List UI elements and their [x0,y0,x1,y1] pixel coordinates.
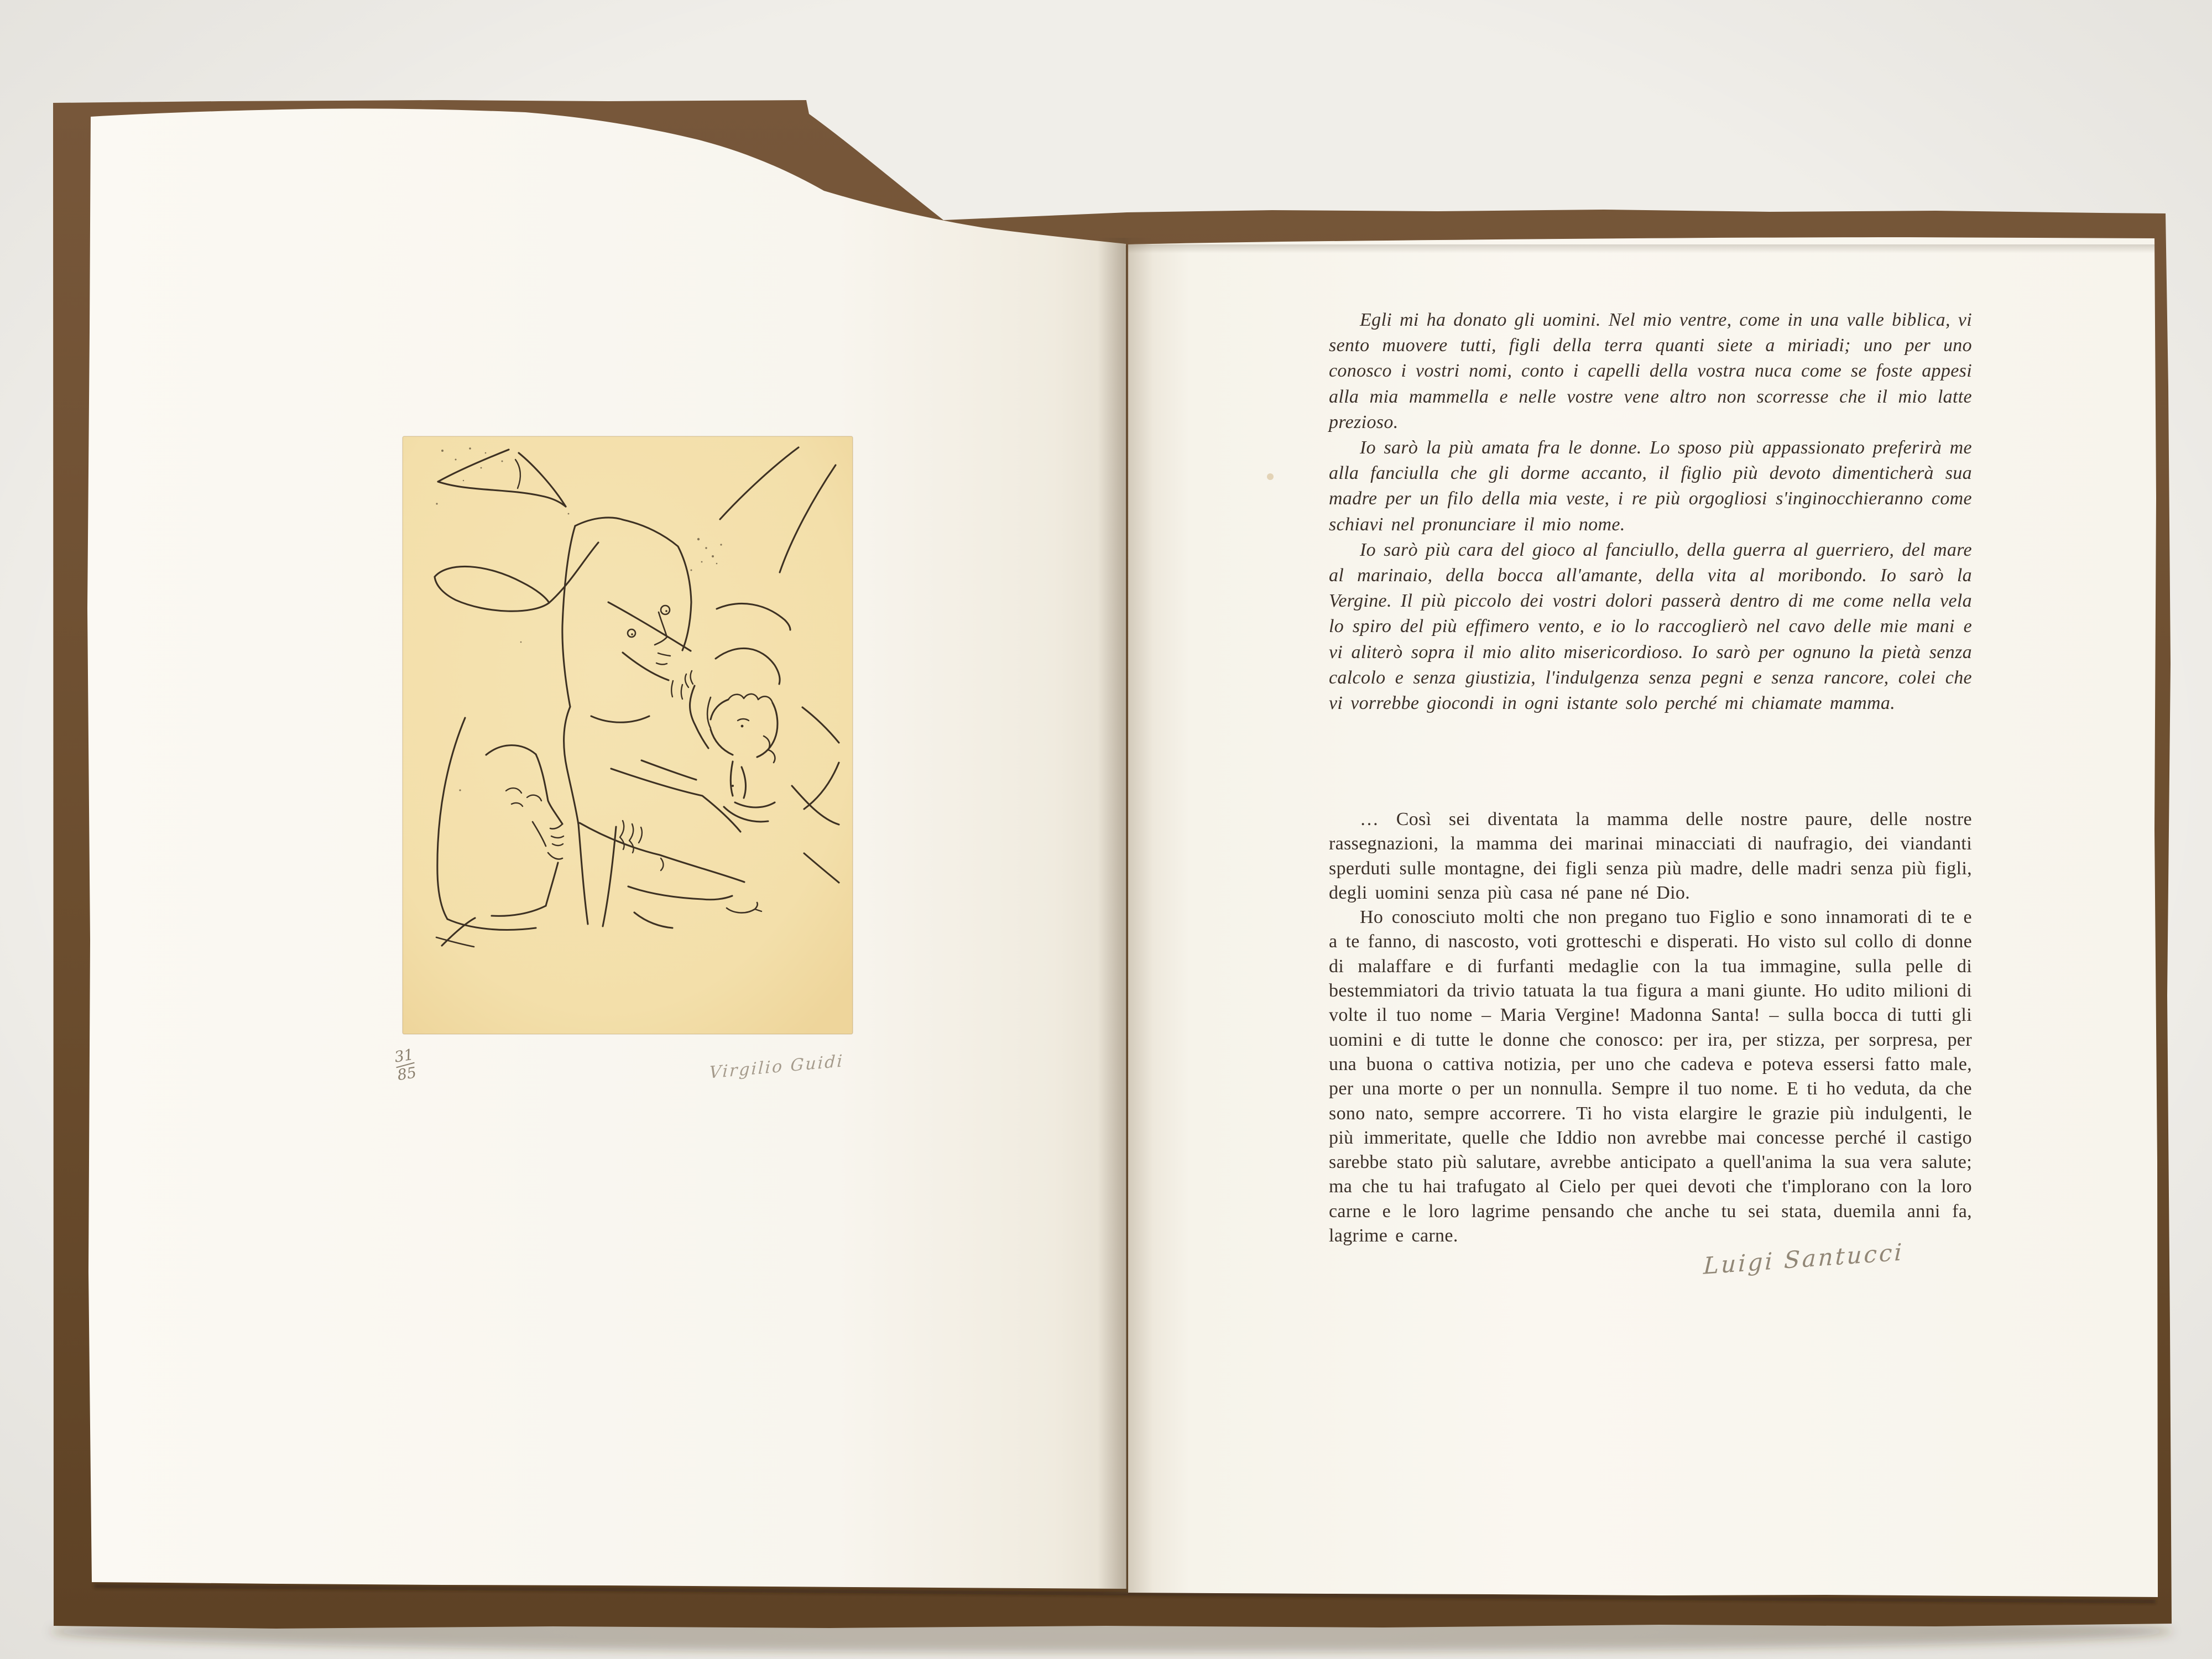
paragraph: Egli mi ha donato gli uomini. Nel mio ventre, come in una valle biblica, vi sento muovere tutti, figli della terra quanti siete a miriadi; uno per uno conosco i vostri nomi, conto i capelli della vostra nuca come se foste appesi alla mia mammella e nelle vostre vene altro non scorresse che il mio latte prezioso. [1329,310,1972,432]
paragraph: … Così sei diventata la mamma delle nostre paure, delle nostre rassegnazioni, la mamma dei marinai minacciati di naufragio, dei viandanti sperduti sulle montagne, dei figli senza più madre, delle madri senza più figli, degli uomini senza più casa né pane né Dio. [1329,809,1972,903]
paragraph: Io sarò più cara del gioco al fanciullo, della guerra al guerriero, del mare al marinaio, della bocca all'amante, della vita al moribondo. Io sarò la Vergine. Il più piccolo dei vostri dolori passerà dentro di me come nella vela lo spiro del più effimero vento, e io lo raccoglierò nel cavo delle mie mani e vi aliterò sopra il mio alito misericordioso. Io sarò per ognuno la pietà senza calcolo e senza giustizia, l'indulgenza senza pegni e senza rancore, colei che vi vorrebbe giocondi in ogni istante solo perché mi chiamate mamma. [1329,539,1972,714]
text-block-italic [1329,307,1972,716]
paragraph: Ho conosciuto molti che non pregano tuo Figlio e sono innamorati di te e a te fanno, di nascosto, voti grotteschi e disperati. Ho visto sul collo di donne di malaffare e di furfanti medaglie con la tua immagine, sulla pelle di bestemmiatori da trivio tatuata la tua figura a mani giunte. Ho udito milioni di volte il tuo nome – Maria Vergine! Madonna Santa! – sulla bocca di tutti gli uomini e di tutte le donne che conosco: per ira, per stizza, per sorpresa, per una buona o cattiva notizia, per uno che cadeva e poteva essersi fatto male, per una morte o per un nonnulla. Sempre il tuo nome. E ti ho veduta, da che sono nato, sempre accorrere. Ti ho vista elargire le grazie più indulgenti, le più immeritate, quelle che Iddio non avrebbe mai concesse perché il castigo sarebbe stato più salutare, avrebbe anticipato a quell'anima la sua vera salute; ma che tu hai trafugato al Cielo per quei devoti che t'implorano con la loro carne e le loro lagrime pensando che anche tu sei stata, duemila anni fa, lagrime e carne. [1329,907,1972,1246]
edition-number [394,1047,418,1083]
paragraph: Io sarò la più amata fra le donne. Lo sposo più appassionato preferirà me alla fanciulla che gli dorme accanto, il figlio più devoto dimenticherà sua madre per un filo della mia veste, i re più orgogliosi s'inginocchieranno come schiavi nel pronunciare il mio nome. [1329,437,1972,535]
author-signature: Luigi Santucci [1703,1238,1905,1280]
text-block-roman [1329,807,1972,1248]
artist-signature: Virgilio Guidi [708,1051,844,1083]
edition-numerator: 31 [393,1046,415,1066]
edition-denominator: 85 [396,1064,418,1084]
